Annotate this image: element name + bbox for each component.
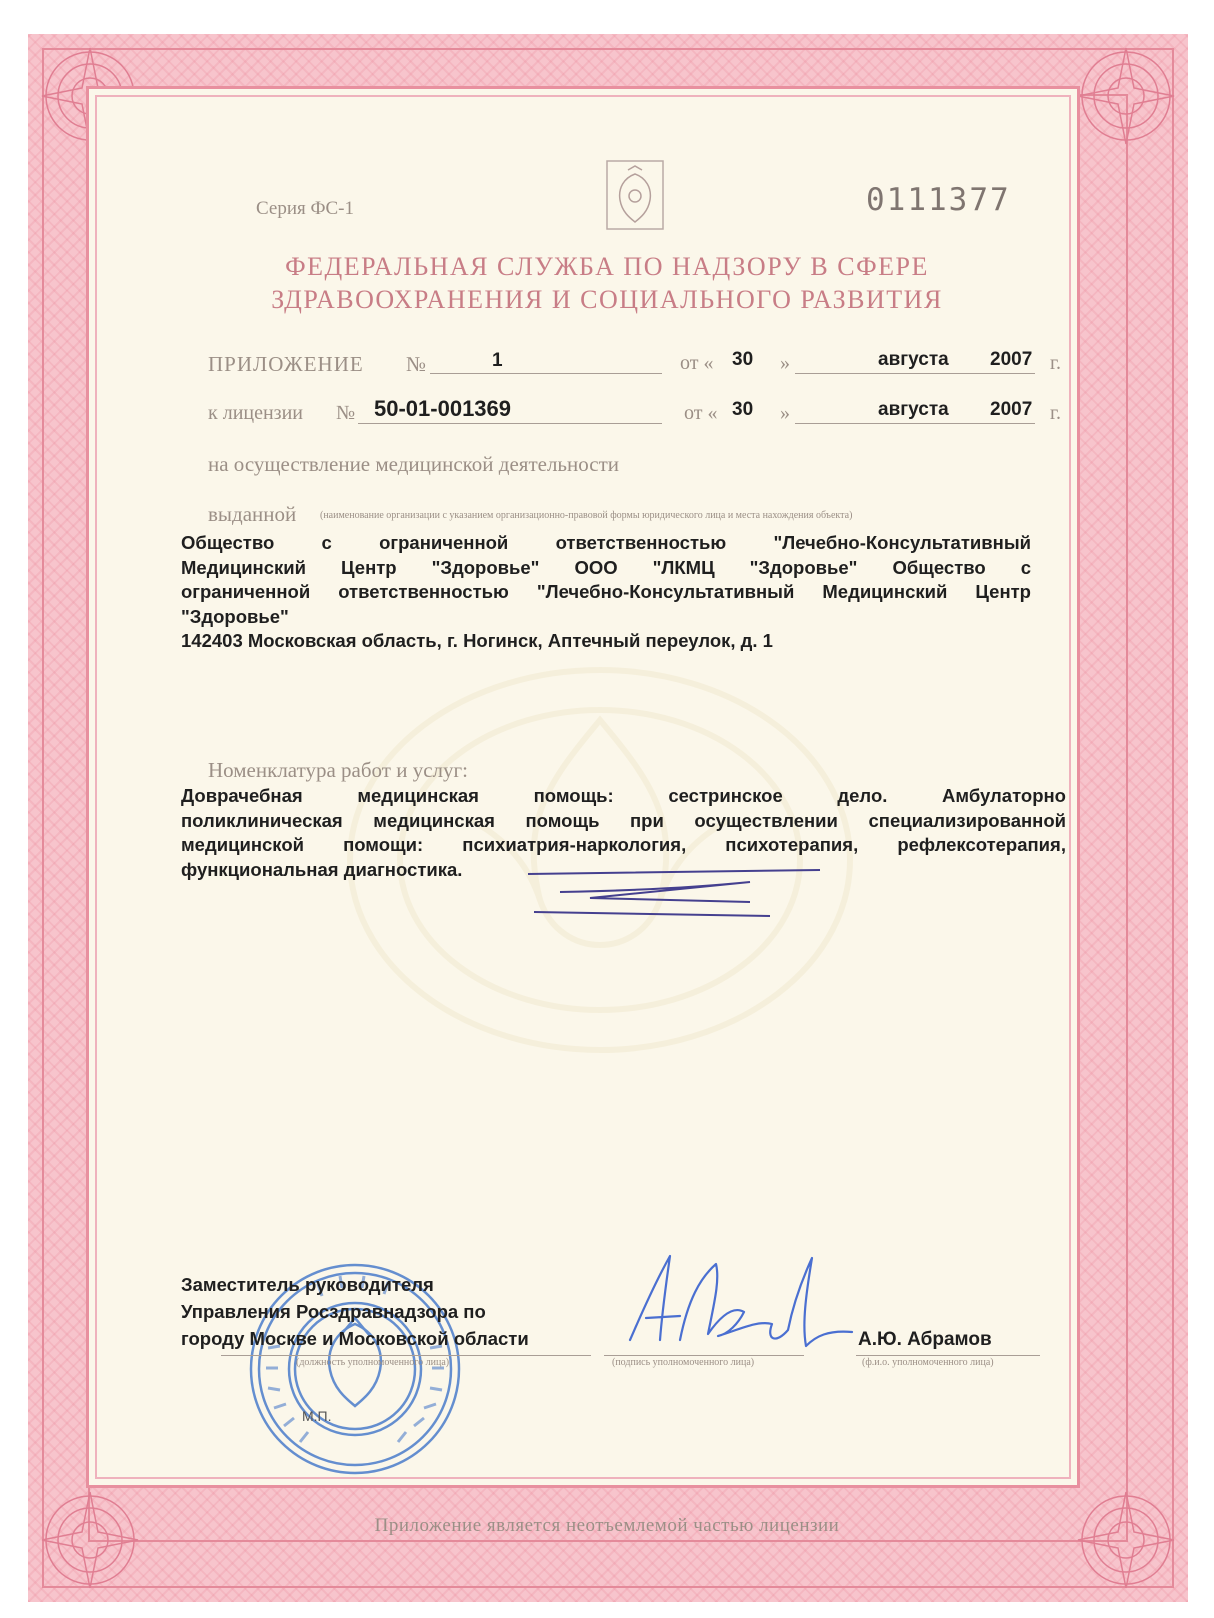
signatory-name: А.Ю. Абрамов bbox=[858, 1329, 992, 1350]
agency-title-line-1: ФЕДЕРАЛЬНАЯ СЛУЖБА ПО НАДЗОРУ В СФЕРЕ bbox=[285, 252, 929, 281]
activity-text: на осуществление медицинской деятельности bbox=[208, 452, 620, 476]
corner-rosette-icon bbox=[34, 1484, 146, 1596]
annex-year-value: 2007 bbox=[990, 349, 1033, 370]
nomenclature-line: медицинской помощи: психиатрия-наркология, психотерапия, рефлексотерапия, bbox=[181, 834, 1066, 855]
form-number: 0111377 bbox=[866, 182, 1011, 218]
annex-date-line bbox=[795, 373, 1035, 374]
nomenclature-line: Доврачебная медицинская помощь: сестринское дело. Амбулаторно bbox=[181, 785, 1066, 806]
signature-caption: (подпись уполномоченного лица) bbox=[612, 1357, 755, 1368]
signatory-position-line: Заместитель руководителя bbox=[181, 1274, 434, 1295]
nomenclature-line: функциональная диагностика. bbox=[181, 858, 463, 880]
license-year-suffix: г. bbox=[1050, 402, 1061, 424]
signature-line bbox=[604, 1355, 804, 1356]
issued-hint: (наименование организации с указанием организационно-правовой формы юридического лица и места нахождения объекта) bbox=[320, 510, 853, 521]
annex-label: ПРИЛОЖЕНИЕ bbox=[208, 352, 364, 376]
license-label: к лицензии bbox=[208, 402, 303, 424]
license-day-value: 30 bbox=[732, 399, 754, 420]
organization-line: Медицинский Центр "Здоровье" ООО "ЛКМЦ "Здоровье" Общество с bbox=[181, 556, 1031, 578]
agency-title-line-2: ЗДРАВООХРАНЕНИЯ И СОЦИАЛЬНОГО РАЗВИТИЯ bbox=[271, 285, 943, 314]
nomenclature-label: Номенклатура работ и услуг: bbox=[208, 758, 468, 782]
annex-date-quote: » bbox=[780, 352, 790, 374]
annex-date-prefix: от « bbox=[680, 352, 714, 374]
license-month-value: августа bbox=[878, 399, 949, 420]
license-number-line bbox=[358, 423, 662, 424]
annex-number-sign: № bbox=[406, 352, 427, 376]
coat-of-arms-icon bbox=[606, 160, 664, 230]
handwritten-signature bbox=[616, 1244, 860, 1362]
closing-strike-mark bbox=[520, 862, 830, 922]
name-caption: (ф.и.о. уполномоченного лица) bbox=[862, 1357, 994, 1368]
position-line bbox=[221, 1355, 591, 1356]
annex-number-line bbox=[430, 373, 662, 374]
license-date-prefix: от « bbox=[684, 402, 718, 424]
signatory-position-line: Управления Росздравнадзора по bbox=[181, 1301, 486, 1322]
corner-rosette-icon bbox=[1070, 40, 1182, 152]
annex-day-value: 30 bbox=[732, 349, 754, 370]
series-label: Серия ФС-1 bbox=[256, 198, 355, 219]
license-number-sign: № bbox=[336, 402, 356, 424]
license-number-value: 50-01-001369 bbox=[374, 396, 512, 421]
stamp-place-mark: М.П. bbox=[302, 1408, 332, 1424]
signatory-position bbox=[181, 1271, 529, 1352]
name-line bbox=[856, 1355, 1040, 1356]
license-year-value: 2007 bbox=[990, 399, 1033, 420]
license-date-line bbox=[795, 423, 1035, 424]
organization-address: 142403 Московская область, г. Ногинск, Аптечный переулок, д. 1 bbox=[181, 630, 773, 651]
corner-rosette-icon bbox=[1070, 1484, 1182, 1596]
annex-year-suffix: г. bbox=[1050, 352, 1061, 374]
organization-line: ограниченной ответственностью "Лечебно-Консультативный Медицинский Центр bbox=[181, 581, 1031, 602]
signatory-position-line: городу Москве и Московской области bbox=[181, 1328, 529, 1349]
license-date-quote: » bbox=[780, 402, 790, 424]
footer-note: Приложение является неотъемлемой частью лицензии bbox=[374, 1515, 840, 1536]
issued-label: выданной bbox=[208, 502, 297, 526]
annex-month-value: августа bbox=[878, 349, 949, 370]
nomenclature-line: поликлиническая медицинская помощь при осуществлении специализированной bbox=[181, 809, 1066, 831]
annex-number-value: 1 bbox=[492, 350, 503, 371]
organization-block bbox=[181, 531, 1031, 654]
organization-line: Общество с ограниченной ответственностью "Лечебно-Консультативный bbox=[181, 532, 1031, 553]
organization-line: "Здоровье" bbox=[181, 605, 289, 627]
position-caption: (должность уполномоченного лица) bbox=[296, 1357, 450, 1368]
